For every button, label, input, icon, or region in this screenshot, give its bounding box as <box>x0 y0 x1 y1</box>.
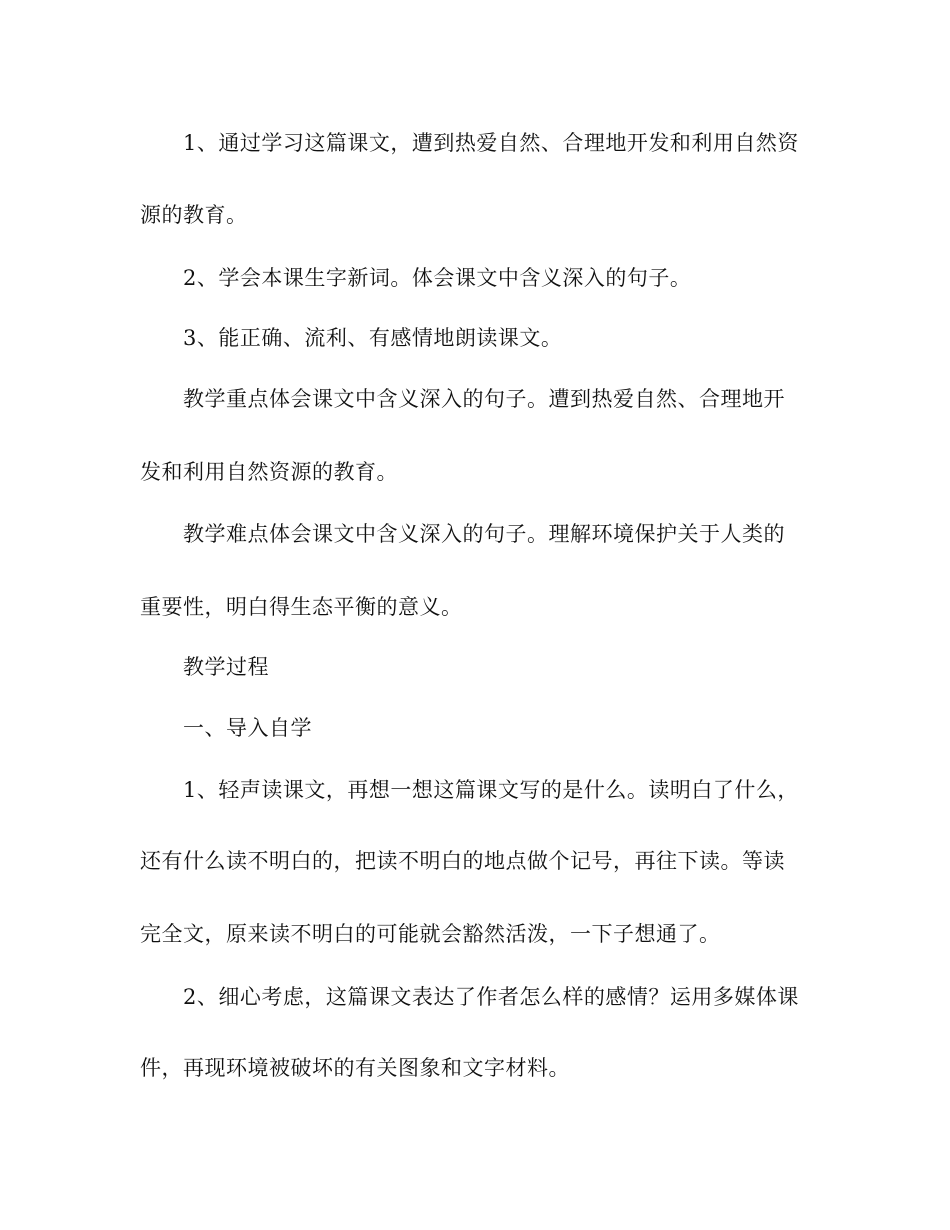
objective-3: 3、能正确、流利、有感情地朗读课文。 <box>183 326 563 350</box>
step-2-line-2: 件，再现环境被破坏的有关图象和文字材料。 <box>140 1056 570 1080</box>
objective-1-line-1: 1、通过学习这篇课文，遭到热爱自然、合理地开发和利用自然资 <box>183 131 799 155</box>
section-heading-process: 教学过程 <box>183 655 269 679</box>
difficulties-line-2: 重要性，明白得生态平衡的意义。 <box>140 595 463 619</box>
step-2-line-1: 2、细心考虑，这篇课文表达了作者怎么样的感情？运用多媒体课 <box>183 985 799 1009</box>
step-1-line-3: 完全文，原来读不明白的可能就会豁然活泼，一下子想通了。 <box>140 922 721 946</box>
difficulties-line-1: 教学难点体会课文中含义深入的句子。理解环境保护关于人类的 <box>183 522 785 546</box>
key-points-line-2: 发和利用自然资源的教育。 <box>140 460 398 484</box>
section-heading-intro: 一、导入自学 <box>183 716 312 740</box>
key-points-line-1: 教学重点体会课文中含义深入的句子。遭到热爱自然、合理地开 <box>183 387 785 411</box>
step-1-line-1: 1、轻声读课文，再想一想这篇课文写的是什么。读明白了什么， <box>183 778 799 802</box>
objective-2: 2、学会本课生字新词。体会课文中含义深入的句子。 <box>183 266 692 290</box>
objective-1-line-2: 源的教育。 <box>140 203 248 227</box>
step-1-line-2: 还有什么读不明白的，把读不明白的地点做个记号，再往下读。等读 <box>140 849 785 873</box>
